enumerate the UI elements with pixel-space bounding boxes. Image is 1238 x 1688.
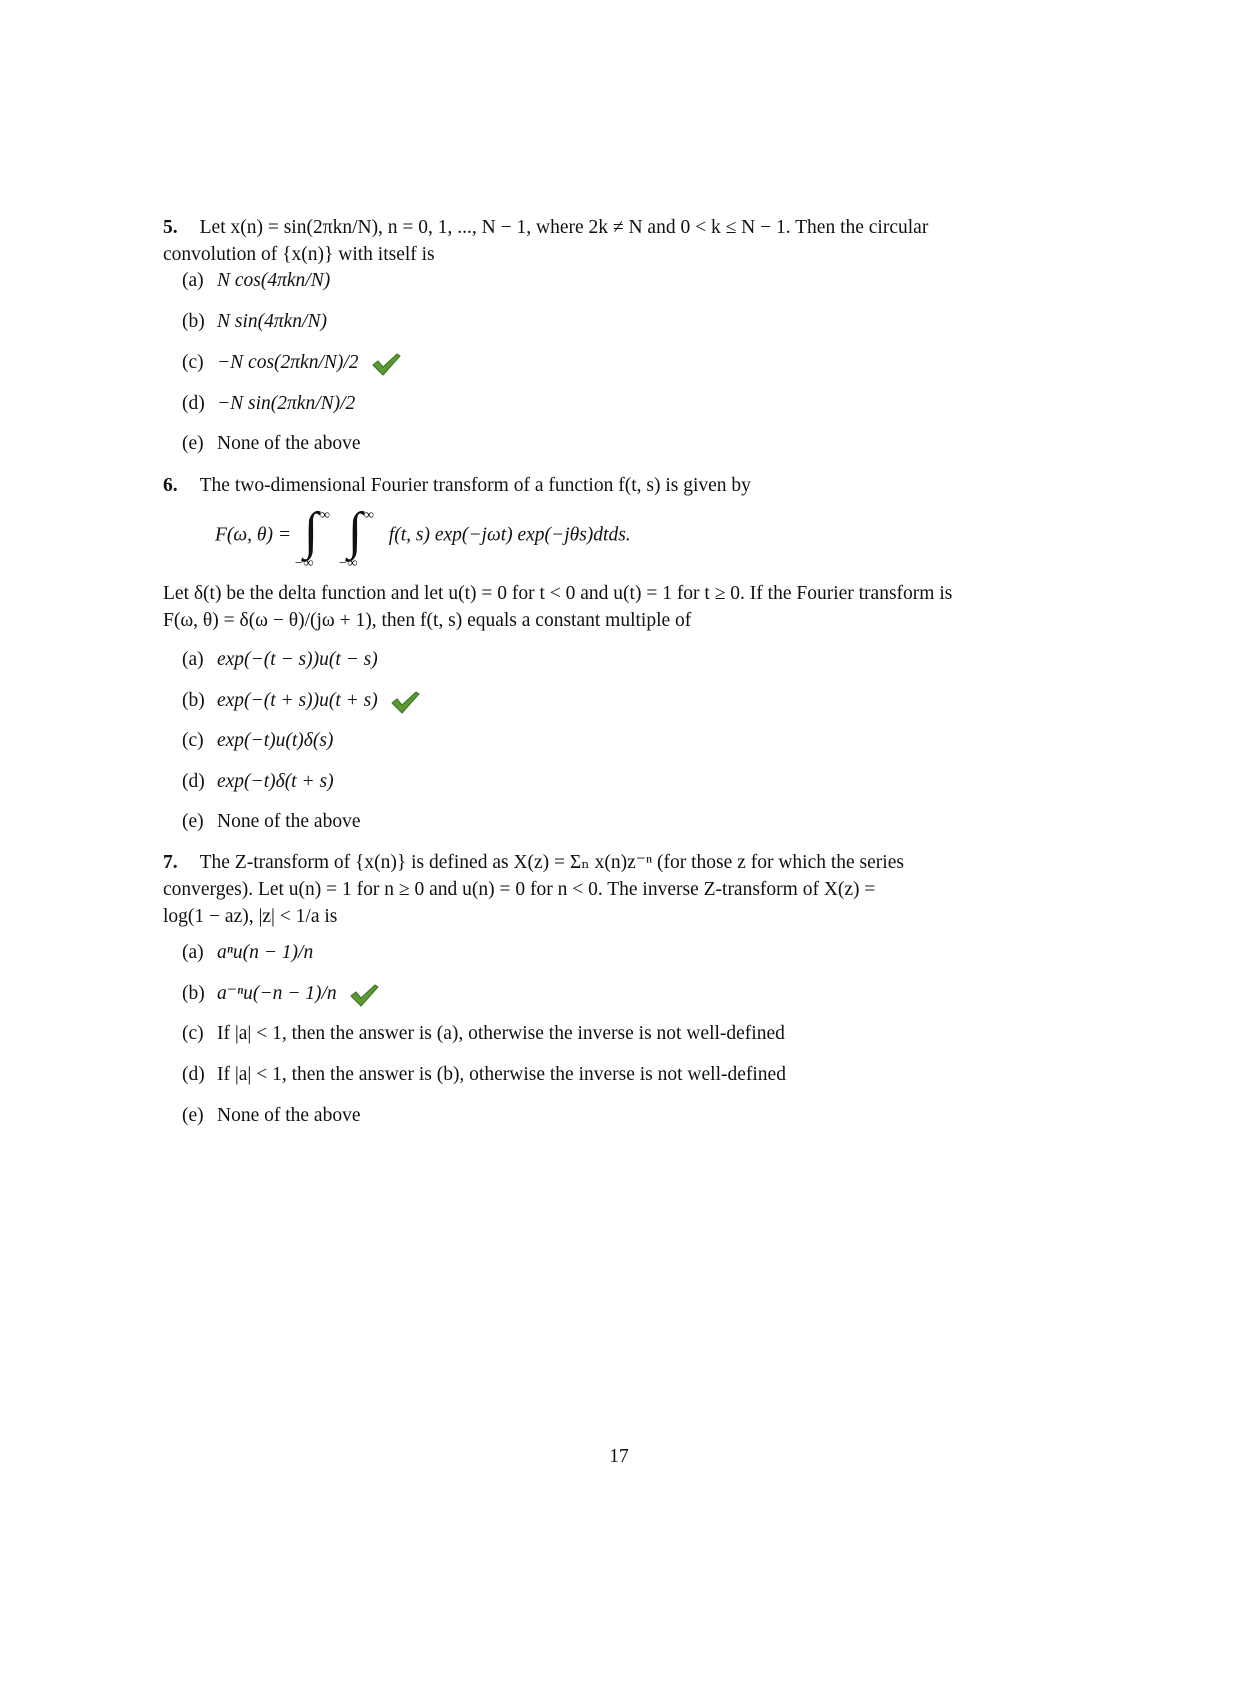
option-5c: (c) −N cos(2πkn/N)/2: [182, 349, 401, 377]
integral-sign: ∫ ∞ −∞: [337, 503, 374, 571]
checkmark-icon: [371, 351, 401, 377]
option-6e: (e) None of the above: [182, 811, 361, 832]
question-text-line: Let x(n) = sin(2πkn/N), n = 0, 1, ..., N − 1, where 2k ≠ N and 0 < k ≤ N − 1. Then the circular: [199, 217, 929, 238]
question-7: [163, 849, 1071, 930]
option-6a: (a) exp(−(t − s))u(t − s): [182, 649, 378, 670]
equation-lhs: F(ω, θ) =: [215, 524, 292, 546]
question-text-line: converges). Let u(n) = 1 for n ≥ 0 and u(n) = 0 for n < 0. The inverse Z-transform of X(z) =: [163, 879, 876, 900]
option-7b: (b) a⁻ⁿu(−n − 1)/n: [182, 980, 379, 1008]
option-6b: (b) exp(−(t + s))u(t + s): [182, 687, 420, 715]
option-7c: (c) If |a| < 1, then the answer is (a), otherwise the inverse is not well-defined: [182, 1023, 785, 1044]
option-7d: (d) If |a| < 1, then the answer is (b), otherwise the inverse is not well-defined: [182, 1064, 786, 1085]
question-number: 6.: [163, 475, 178, 496]
question-6-continuation: [163, 580, 1071, 634]
integral-sign: ∫ ∞ −∞: [293, 503, 330, 571]
display-equation: [215, 503, 631, 571]
question-text-line: Let δ(t) be the delta function and let u(t) = 0 for t < 0 and u(t) = 1 for t ≥ 0. If the Fourier transform is: [163, 583, 953, 604]
page-number: 17: [609, 1446, 629, 1467]
option-6d: (d) exp(−t)δ(t + s): [182, 771, 334, 792]
question-text-line: log(1 − az), |z| < 1/a is: [163, 906, 338, 927]
question-text-line: The Z-transform of {x(n)} is defined as X(z) = Σₙ x(n)z⁻ⁿ (for those z for which the series: [199, 852, 904, 873]
question-5-text: [163, 214, 1071, 268]
question-number: 5.: [163, 217, 178, 238]
option-5d: (d) −N sin(2πkn/N)/2: [182, 393, 356, 414]
question-text-line: The two-dimensional Fourier transform of a function f(t, s) is given by: [199, 475, 751, 496]
question-text-line: convolution of {x(n)} with itself is: [163, 244, 435, 265]
question-text-line: F(ω, θ) = δ(ω − θ)/(jω + 1), then f(t, s) equals a constant multiple of: [163, 610, 692, 631]
option-5b: (b) N sin(4πkn/N): [182, 311, 327, 332]
option-7e: (e) None of the above: [182, 1105, 361, 1126]
checkmark-icon: [390, 689, 420, 715]
option-5a: (a) N cos(4πkn/N): [182, 270, 331, 291]
question-6: [163, 472, 1071, 499]
option-6c: (c) exp(−t)u(t)δ(s): [182, 730, 334, 751]
question-number: 7.: [163, 852, 178, 873]
option-7a: (a) aⁿu(n − 1)/n: [182, 942, 314, 963]
question-5: [163, 214, 1071, 268]
equation-rhs: f(t, s) exp(−jωt) exp(−jθs)dtds.: [388, 524, 631, 546]
option-5e: (e) None of the above: [182, 433, 361, 454]
checkmark-icon: [349, 982, 379, 1008]
